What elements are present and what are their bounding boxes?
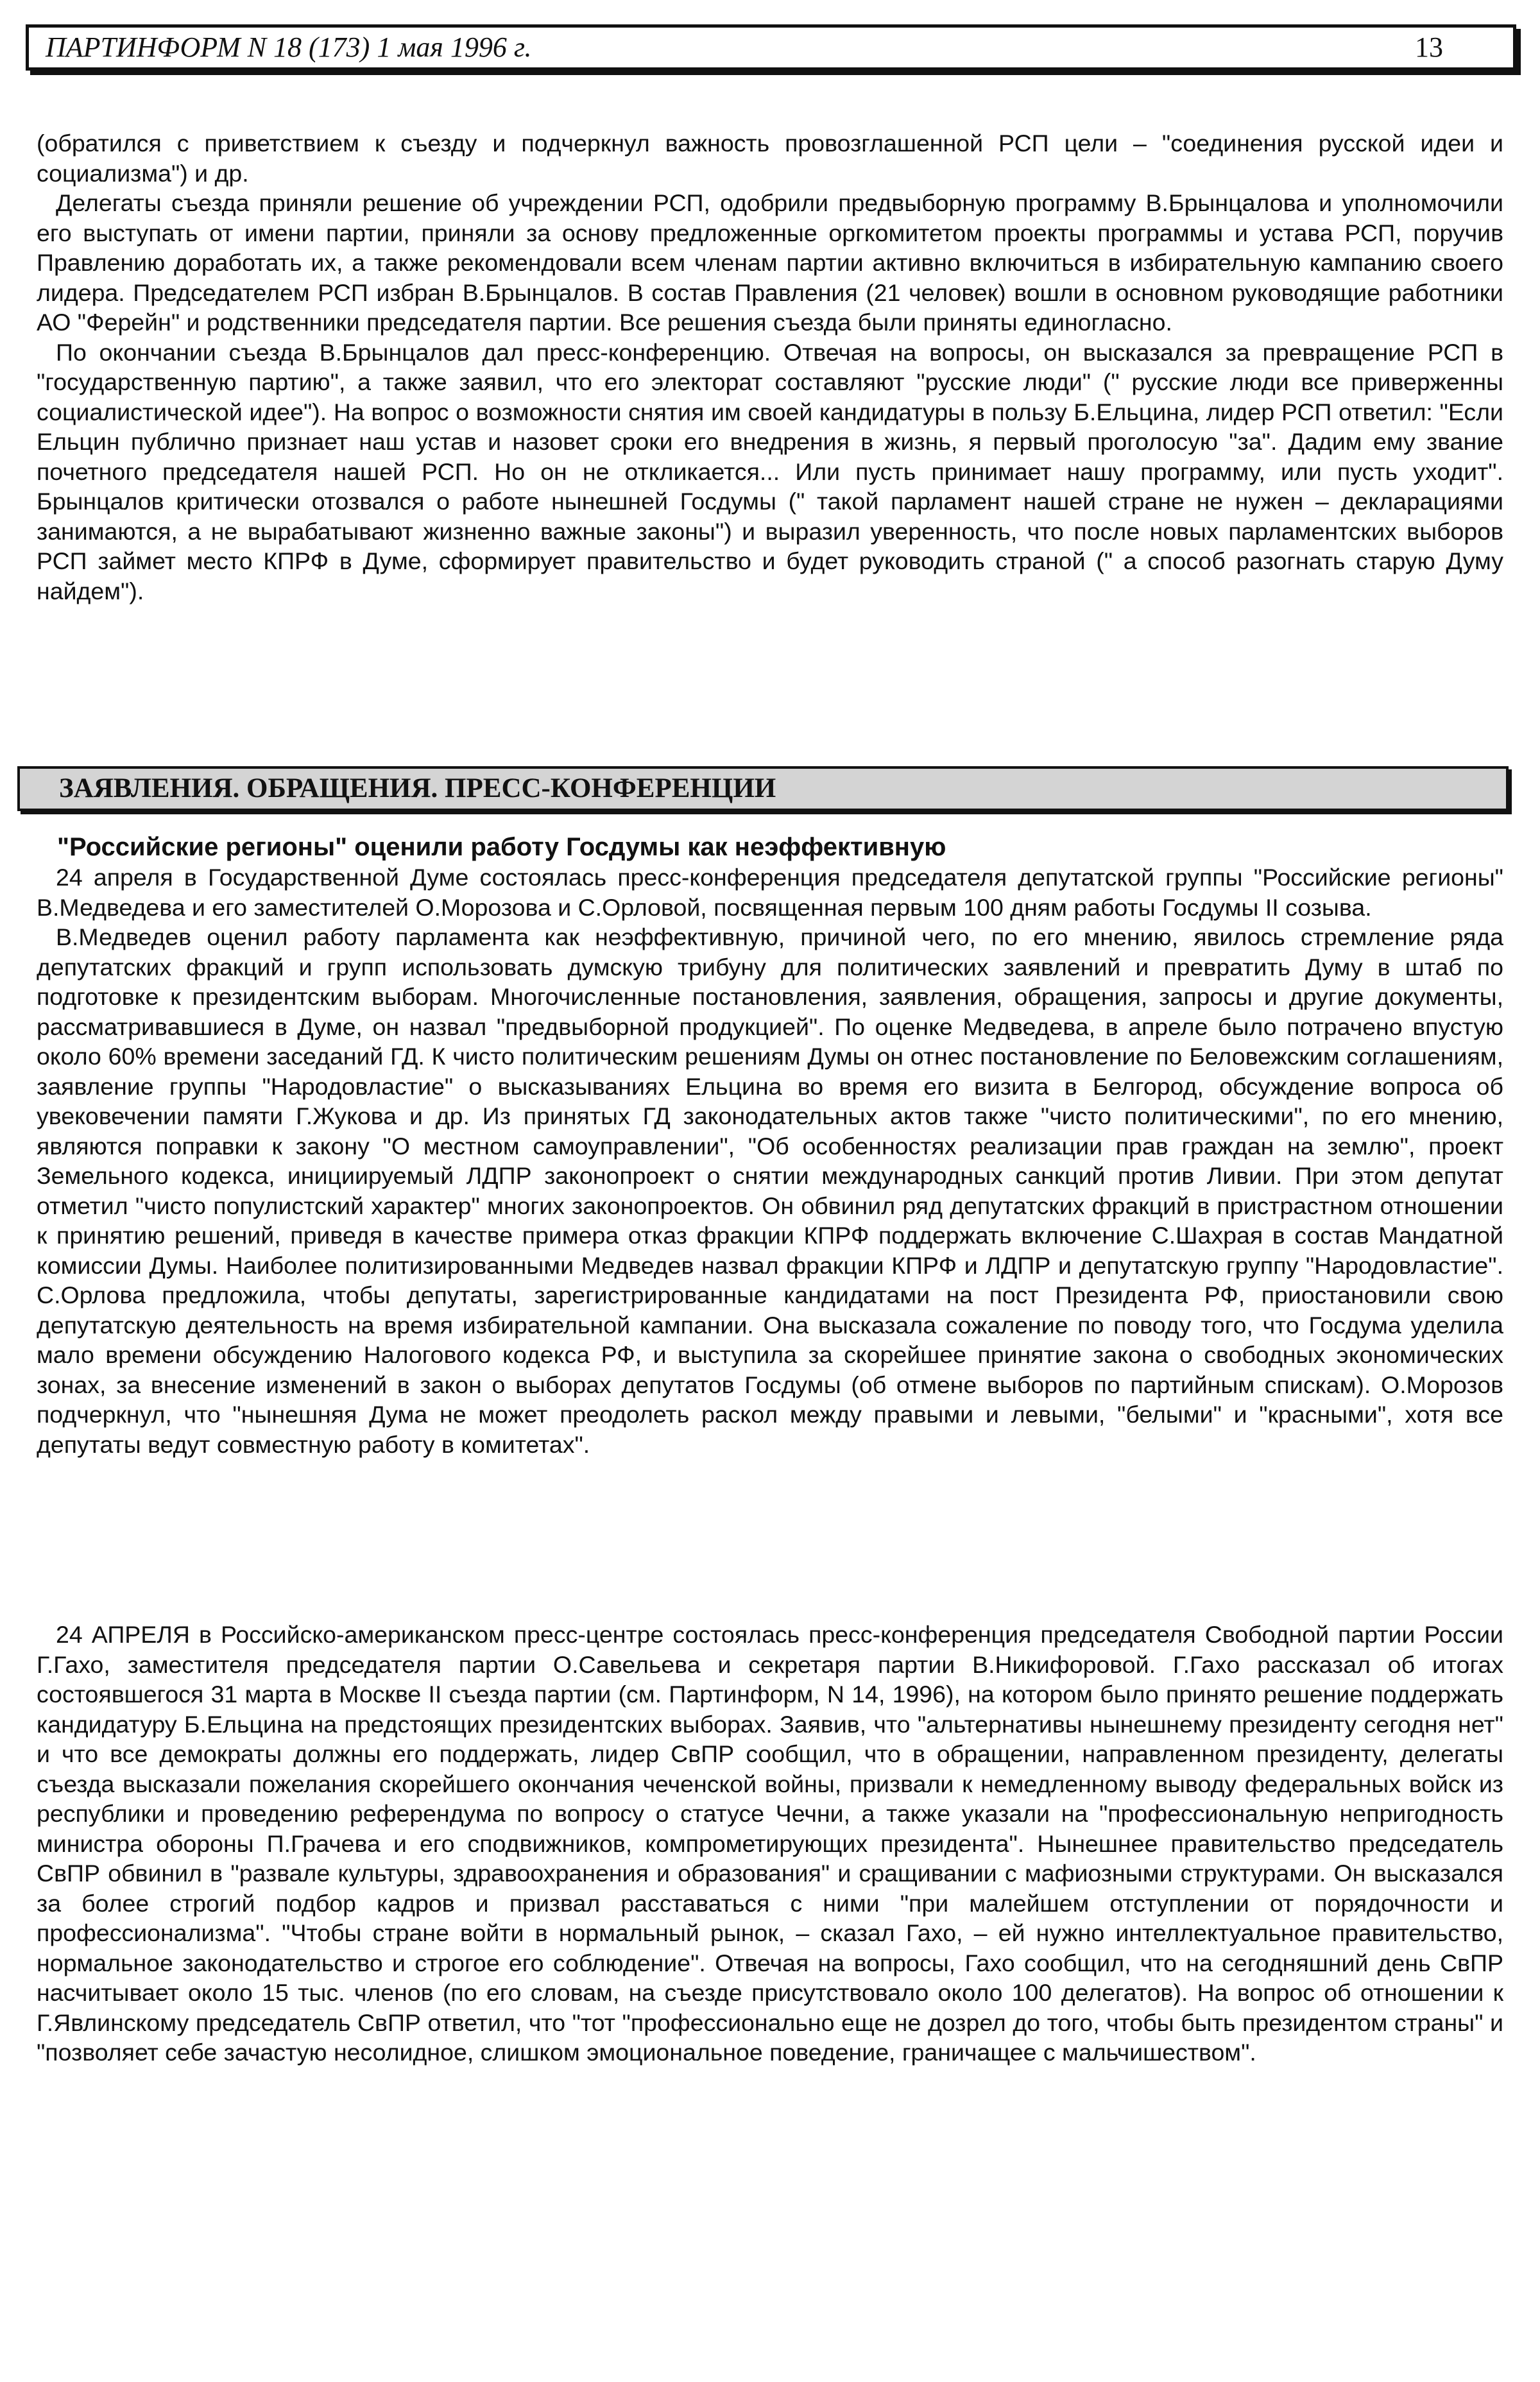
- page-number: 13: [1415, 31, 1443, 63]
- intro-text: [37, 128, 1503, 606]
- intro-paragraph: Делегаты съезда приняли решение об учреждении РСП, одобрили предвыборную программу В.Брынцалова и уполномочили его выступать от имени партии, приняли за основу предложенные оргкомитетом проекты программы и устава РСП, поручив Правлению доработать их, а также рекомендовали всем членам партии активно включиться в избирательную кампанию своего лидера. Председателем РСП избран В.Брынцалов. В состав Правления (21 человек) вошли в основном руководящие работники АО "Ферейн" и родственники председателя партии. Все решения съезда были приняты единогласно.: [37, 189, 1503, 336]
- article-paragraph: 24 апреля в Государственной Думе состоялась пресс-конференция председателя депутатской группы "Российские регионы" В.Медведева и его заместителей О.Морозова и С.Орловой, посвященная первым 100 дням работы Госдумы II созыва.: [37, 864, 1503, 921]
- intro-paragraph: (обратился с приветствием к съезду и подчеркнул важность провозглашенной РСП цели – "соединения русской идеи и социализма") и др.: [37, 130, 1503, 187]
- section-heading: [17, 766, 1509, 811]
- article-regions: [37, 862, 1503, 1459]
- article-paragraph: 24 АПРЕЛЯ в Российско-американском пресс-центре состоялась пресс-конференция председателя Свободной партии России Г.Гахо, заместителя председателя партии О.Савельева и секретаря партии В.Никифоровой. Г.Гахо рассказал об итогах состоявшегося 31 марта в Москве II съезда партии (см. Партинформ, N 14, 1996), на котором было принято решение поддержать кандидатуру Б.Ельцина на предстоящих президентских выборах. Заявив, что "альтернативы нынешнему президенту сегодня нет" и что все демократы должны его поддержать, лидер СвПР сообщил, что в обращении, направленном президенту, делегаты съезда высказали пожелания скорейшего окончания чеченской войны, призвали к немедленному выводу федеральных войск из республики и проведению референдума по вопросу о статусе Чечни, а также указали на "профессиональную непригодность министра обороны П.Грачева и его сподвижников, компрометирующих президента". Нынешнее правительство председатель СвПР обвинил в "развале культуры, здравоохранения и образования" и сращивании с мафиозными структурами. Он высказался за более строгий подбор кадров и призвал расставаться с ними "при малейшем отступлении от порядочности и профессионализма". "Чтобы стране войти в нормальный рынок, – сказал Гахо, – ей нужно интеллектуальное правительство, нормальное законодательство и строгое его соблюдение". Отвечая на вопросы, Гахо сообщил, что на сегодняшний день СвПР насчитывает около 15 тыс. членов (по его словам, на съезде присутствовало около 100 делегатов). На вопрос об отношении к Г.Явлинскому председатель СвПР ответил, что "тот "профессионально еще не дозрел до того, чтобы быть президентом страны" и "позволяет себе зачастую несолидное, слишком эмоциональное поведение, граничащее с мальчишеством".: [37, 1621, 1503, 2066]
- section-title: ЗАЯВЛЕНИЯ. ОБРАЩЕНИЯ. ПРЕСС-КОНФЕРЕНЦИИ: [59, 773, 776, 803]
- page-header: [26, 24, 1516, 71]
- article-paragraph: В.Медведев оценил работу парламента как неэффективную, причиной чего, по его мнению, явилось стремление ряда депутатских фракций и групп использовать думскую трибуну для политических заявлений и превратить Думу в штаб по подготовке к президентским выборам. Многочисленные постановления, заявления, обращения, запросы и другие документы, рассматривавшиеся в Думе, он назвал "предвыборной продукцией". По оценке Медведева, в апреле было потрачено впустую около 60% времени заседаний ГД. К чисто политическим решениям Думы он отнес постановление по Беловежским соглашениям, заявление группы "Народовластие" о высказываниях Ельцина во время его визита в Белгород, обсуждение вопроса об увековечении памяти Г.Жукова и др. Из принятых ГД законодательных актов также "чисто политическими", по его мнению, являются поправки к закону "О местном самоуправлении", "Об особенностях реализации прав граждан на землю", проект Земельного кодекса, инициируемый ЛДПР законопроект о снятии международных санкций против Ливии. При этом депутат отметил "чисто популистский характер" многих законопроектов. Он обвинил ряд депутатских фракций в пристрастном отношении к принятию решений, приведя в качестве примера отказ фракции КПРФ поддержать включение С.Шахрая в состав Мандатной комиссии Думы. Наиболее политизированными Медведев назвал фракции КПРФ и ЛДПР и депутатскую группу "Народовластие". С.Орлова предложила, чтобы депутаты, зарегистрированные кандидатами на пост Президента РФ, приостановили свою депутатскую деятельность на время избирательной кампании. Она высказала сожаление по поводу того, что Госдума уделила мало времени обсуждению Налогового кодекса РФ, и выступила за скорейшее принятие закона о свободных экономических зонах, за внесение изменений в закон о выборах депутатов Госдумы (об отмене выборов по партийным спискам). О.Морозов подчеркнул, что "нынешняя Дума не может преодолеть раскол между правыми и левыми, "белыми" и "красными", хотя все депутаты ведут совместную работу в комитетах".: [37, 923, 1503, 1458]
- article-svpr: [37, 1620, 1503, 2068]
- article-title: "Российские регионы" оценили работу Госдумы как неэффективную: [57, 833, 946, 861]
- intro-paragraph: По окончании съезда В.Брынцалов дал пресс-конференцию. Отвечая на вопросы, он высказался за превращение РСП в "государственную партию", а также заявил, что его электорат составляют "русские люди" (" русские люди все приверженны социалистической идее"). На вопрос о возможности снятия им своей кандидатуры в пользу Б.Ельцина, лидер РСП ответил: "Если Ельцин публично признает наш устав и назовет сроки его внедрения в жизнь, я первый проголосую "за". Дадим ему звание почетного председателя нашей РСП. Но он не откликается... Или пусть принимает нашу программу, или пусть уходит". Брынцалов критически отозвался о работе нынешней Госдумы (" такой парламент нашей стране не нужен – декларациями занимаются, а не вырабатывают жизненно важные законы") и выразил уверенность, что после новых парламентских выборов РСП займет место КПРФ в Думе, сформирует правительство и будет руководить страной (" а способ разогнать старую Думу найдем").: [37, 338, 1503, 604]
- publication-title: ПАРТИНФОРМ N 18 (173) 1 мая 1996 г.: [46, 31, 532, 63]
